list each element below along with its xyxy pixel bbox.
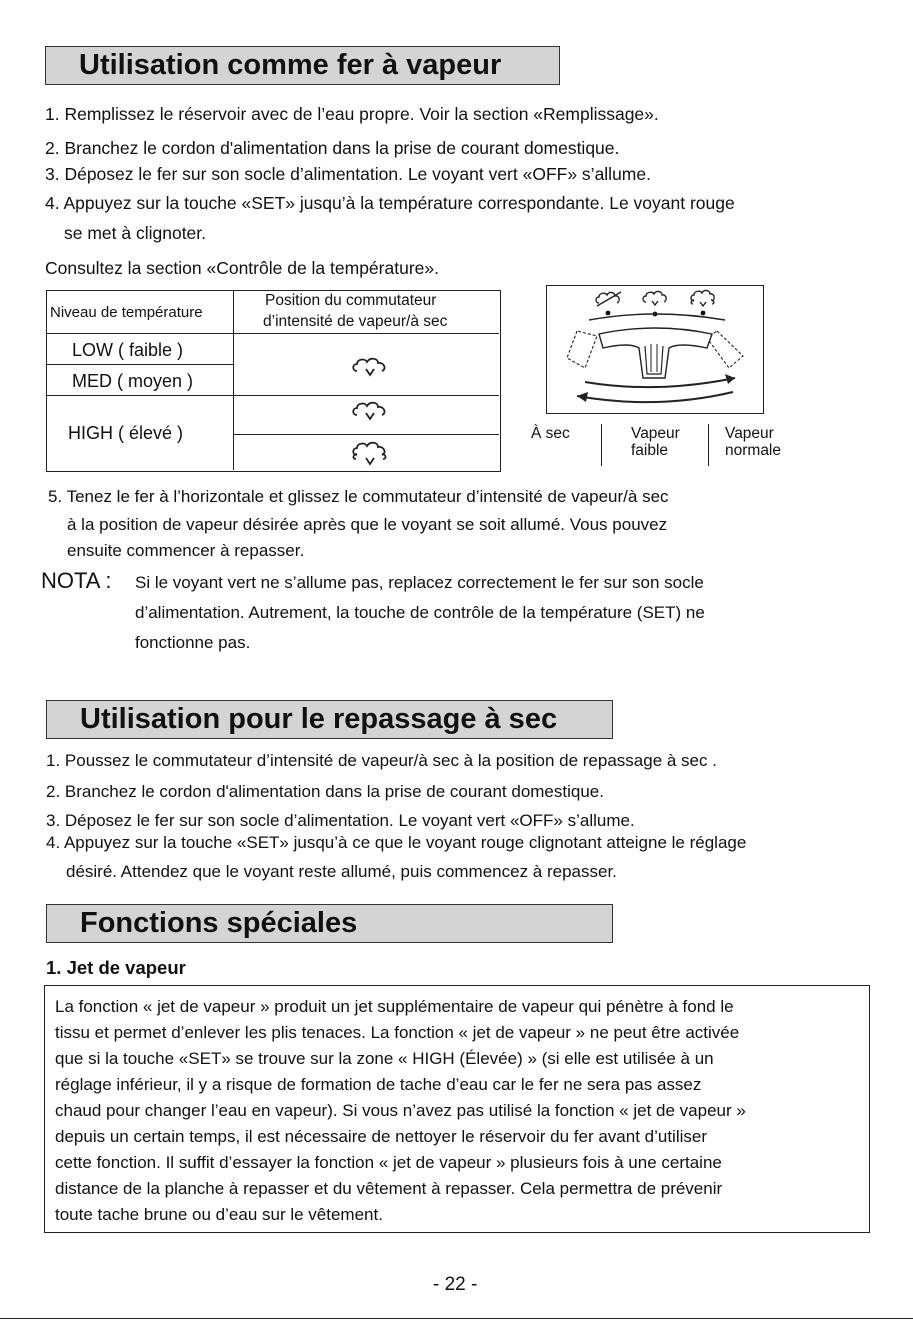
step-5: 5. Tenez le fer à l’horizontale et glissez le commutateur d’intensité de vapeur/à sec [48,487,669,506]
bottom-rule [0,1318,913,1319]
paragraph-line: cette fonction. Il suffit d’essayer la fonction « jet de vapeur » plusieurs fois à une certaine [55,1153,722,1172]
steam-cloud-high-icon [691,290,714,306]
steam-cloud-high-icon [351,441,391,467]
consult-note: Consultez la section «Contrôle de la température». [45,258,439,278]
label-dry: À sec [531,425,570,442]
table-header-position-2: d’intensité de vapeur/à sec [263,313,448,330]
label-low-steam-1: Vapeur [631,425,680,442]
step-3: 3. Déposez le fer sur son socle d’alimentation. Le voyant vert «OFF» s’allume. [45,164,651,184]
dry-step-1: 1. Poussez le commutateur d’intensité de vapeur/à sec à la position de repassage à sec . [46,751,717,770]
subsection-jet-de-vapeur: 1. Jet de vapeur [46,957,186,978]
table-row-low: LOW ( faible ) [72,340,184,360]
paragraph-line: chaud pour changer l’eau en vapeur). Si vous n’avez pas utilisé la fonction « jet de vapeur » [55,1101,746,1120]
paragraph-line: distance de la planche à repasser et du vêtement à repasser. Cela permettra de prévenir [55,1179,723,1198]
jet-de-vapeur-description-box [44,985,870,1233]
steam-cloud-low-icon [351,400,391,422]
steam-switch-diagram [546,285,764,414]
section-title-steam-ironing: Utilisation comme fer à vapeur [45,46,560,85]
step-5-line-2: à la position de vapeur désirée après que le voyant se soit allumé. Vous pouvez [67,515,668,534]
paragraph-line: depuis un certain temps, il est nécessaire de nettoyer le réservoir du fer avant d’utiliser [55,1127,707,1146]
steam-cloud-low-icon [643,291,666,305]
dry-step-2: 2. Branchez le cordon d'alimentation dans la prise de courant domestique. [46,782,604,801]
paragraph-line: que si la touche «SET» se trouve sur la zone « HIGH (Élevée) » (si elle est utilisée à un [55,1049,714,1068]
nota-line-3: fonctionne pas. [135,633,251,652]
nota-label: NOTA : [41,568,112,593]
step-2: 2. Branchez le cordon d'alimentation dans la prise de courant domestique. [45,138,620,158]
dry-step-3: 3. Déposez le fer sur son socle d’alimentation. Le voyant vert «OFF» s’allume. [46,811,635,830]
label-normal-steam-1: Vapeur [725,425,774,442]
step-1: 1. Remplissez le réservoir avec de l’eau propre. Voir la section «Remplissage». [45,104,659,124]
temperature-table [46,290,501,472]
table-row-med: MED ( moyen ) [72,371,194,391]
paragraph-line: tissu et permet d’enlever les plis tenaces. La fonction « jet de vapeur » ne peut être activée [55,1023,740,1042]
nota-line-1: Si le voyant vert ne s’allume pas, replacez correctement le fer sur son socle [135,573,704,592]
page-number: - 22 - [433,1274,478,1295]
table-header-position-1: Position du commutateur [265,292,437,309]
dry-step-4: 4. Appuyez sur la touche «SET» jusqu’à ce que le voyant rouge clignotant atteigne le réglage [46,833,747,852]
step-4: 4. Appuyez sur la touche «SET» jusqu’à la température correspondante. Le voyant rouge [45,193,735,213]
label-normal-steam-2: normale [725,442,781,459]
dry-cloud-crossed-icon [596,292,621,306]
section-title-dry-ironing: Utilisation pour le repassage à sec [46,700,613,739]
section-title-special-functions: Fonctions spéciales [46,904,613,943]
paragraph-line: La fonction « jet de vapeur » produit un jet supplémentaire de vapeur qui pénètre à fond le [55,997,734,1016]
table-row-high: HIGH ( élevé ) [68,423,184,443]
step-4-continued: se met à clignoter. [64,223,207,243]
nota-line-2: d’alimentation. Autrement, la touche de contrôle de la température (SET) ne [135,603,705,622]
paragraph-line: réglage inférieur, il y a risque de formation de tache d’eau car le fer ne sera pas assez [55,1075,702,1094]
table-header-level: Niveau de température [50,304,203,321]
dry-step-4-continued: désiré. Attendez que le voyant reste allumé, puis commencez à repasser. [66,862,617,881]
label-low-steam-2: faible [631,442,669,459]
steam-cloud-low-icon [351,356,391,378]
step-5-line-3: ensuite commencer à repasser. [67,541,305,560]
paragraph-line: toute tache brune ou d’eau sur le vêtement. [55,1205,383,1224]
